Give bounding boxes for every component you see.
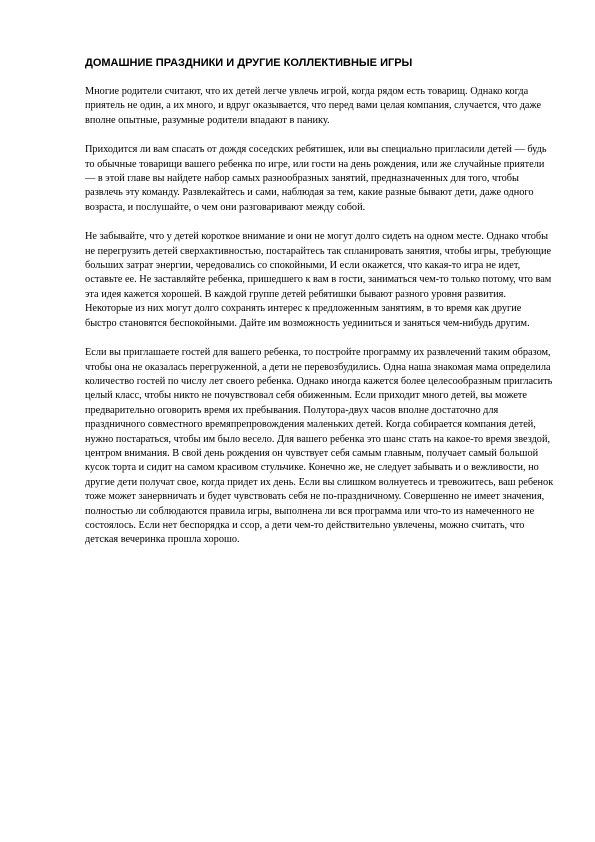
document-title: ДОМАШНИЕ ПРАЗДНИКИ И ДРУГИЕ КОЛЛЕКТИВНЫЕ ИГРЫ — [85, 57, 413, 69]
paragraph-intro: Многие родители считают, что их детей легче увлечь игрой, когда рядом есть товарищ. Однако когда приятель не один, а их много, и вдруг оказывается, что перед вами целая компания, случается, что даже вполне опытные, разумные родители впадают в панику. — [85, 86, 542, 126]
paragraph-activities: Приходится ли вам спасать от дождя соседских ребятишек, или вы специально пригласили детей — будь то обычные товарищи вашего ребенка по игре, или гости на день рождения, или же случайные приятели — в этой главе вы найдете набор самых разнообразных занятий, предназначенных для того, чтобы развлечь эту команду. Развлекайтесь и сами, наблюдая за тем, какие разные бывают дети, даже одного возраста, и послушайте, о чем они разговаривают между собой. — [85, 144, 547, 213]
paragraph-party: Если вы приглашаете гостей для вашего ребенка, то постройте программу их развлечений таким образом, чтобы она не оказалась перегруженной, а дети не перевозбудились. Одна наша знакомая мама определила количество гостей по числу лет своего ребенка. Однако иногда кажется более целесообразным пригласить целый класс, чтобы никто не почувствовал себя обиженным. Если приходит много детей, вы можете предварительно оговорить время их пребывания. Полутора-двух часов вполне достаточно для праздничного совместного времяпрепровождения маленьких детей. Когда собирается компания детей, нужно постараться, чтобы им было весело. Для вашего ребенка это шанс стать на какое-то время звездой, центром внимания. В свой день рождения он чувствует себя самым главным, получает самый большой кусок торта и сидит на самом красивом стульчике. Конечно же, не следует забывать и о вежливости, но другие дети получат свое, когда придет их день. Если вы слишком волнуетесь и тревожитесь, ваш ребенок тоже может занервничать и будет чувствовать себя не по-праздничному. Совершенно не имеет значения, полностью ли соблюдаются правила игры, выполнена ли вся программа или что-то из намеченного не состоялось. Если нет беспорядка и ссор, а дети чем-то действительно увлечены, можно считать, что детская вечеринка прошла хорошо. — [85, 347, 554, 546]
document-page — [85, 56, 555, 548]
paragraph-attention: Не забывайте, что у детей короткое внимание и они не могут долго сидеть на одном месте. Однако чтобы не перегрузить детей сверхактивностью, постарайтесь так спланировать занятия, чтобы игры, требующие больших затрат энергии, чередовались со спокойными, И если окажется, что какая-то игра не идет, оставьте ее. Не заставляйте ребенка, пришедшего к вам в гости, заниматься чем-то только потому, что вам эта идея кажется хорошей. В каждой группе детей ребятишки бывают разного уровня развития. Некоторые из них могут долго сохранять интерес к предложенным занятиям, в то время как другие быстро становятся беспокойными. Дайте им возможность уединиться и заняться чем-нибудь другим. — [85, 231, 552, 329]
